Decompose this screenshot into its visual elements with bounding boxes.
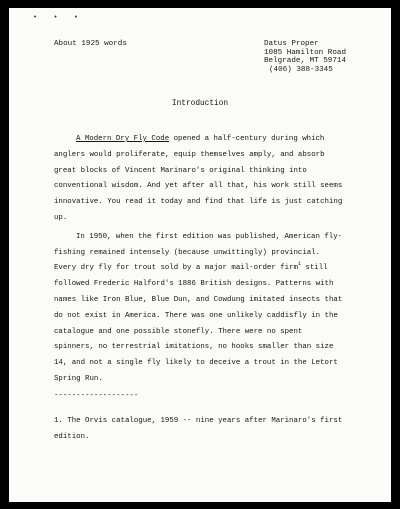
document-title: Introduction	[171, 100, 229, 108]
paragraph-2-line: followed Frederic Halford's 1886 British designs. Patterns with	[54, 280, 334, 289]
paragraph-1-line: great blocks of Vincent Marinaro's original thinking into	[54, 166, 307, 175]
paragraph-2-line: spinners, no terrestrial imitations, no hooks smaller than size	[54, 343, 334, 352]
book-title: A Modern Dry Fly Code	[76, 135, 170, 143]
author-name: Datus Proper	[264, 40, 319, 48]
paragraph-2-line: catalogue and one possible stonefly. There were no spent	[54, 327, 303, 336]
document-page	[9, 8, 391, 502]
author-city: Belgrade, MT 59714	[264, 57, 347, 66]
paragraph-1-line-1-rest: opened a half-century during which	[169, 135, 325, 143]
author-phone: (406) 388-3345	[269, 65, 333, 74]
paragraph-2-line-2: fishing remained intensely (because unwittingly) provincial.	[54, 248, 321, 257]
paragraph-2-line-3	[54, 261, 364, 277]
footnote-reference: 1	[297, 261, 301, 268]
footnote-line-2: edition.	[54, 432, 90, 441]
footnote	[54, 414, 369, 446]
paragraph-1-line: anglers would proliferate, equip themselves amply, and absorb	[54, 150, 325, 159]
word-count: About 1925 words	[54, 40, 127, 48]
paragraph-2-line: do not exist in America. There was one unlikely caddisfly in the	[54, 311, 338, 320]
paragraph-1-line: innovative. You read it today and find that life is just catching	[54, 198, 343, 207]
paragraph-2-line-3-after: still	[300, 264, 328, 273]
paragraph-2-line-1-text: In 1950, when the first edition was published, American fly-	[76, 232, 343, 241]
corner-marks: • • •	[33, 14, 85, 22]
author-address-block	[264, 40, 346, 74]
footnote-line-1: 1. The Orvis catalogue, 1959 -- nine years after Marinaro's first	[54, 417, 343, 425]
paragraph-2-line: names like Iron Blue, Blue Dun, and Cowdung imitated insects that	[54, 295, 343, 304]
paragraph-2-line: 14, and not a single fly likely to deceive a trout in the Letort	[54, 359, 338, 368]
paragraph-1-line-1	[54, 132, 364, 148]
paragraph-1-line: up.	[54, 213, 68, 222]
paragraph-1-line: conventional wisdom. And yet after all that, his work still seems	[54, 182, 343, 191]
footnote-separator: -------------------	[54, 392, 139, 400]
body-text	[54, 132, 364, 388]
paragraph-2-line-1	[54, 230, 364, 246]
paragraph-2-line-3-before: Every dry fly for trout sold by a major mail-order firm	[54, 264, 298, 273]
author-street: 1085 Hamilton Road	[264, 48, 347, 57]
paragraph-2-line: Spring Run.	[54, 374, 103, 383]
